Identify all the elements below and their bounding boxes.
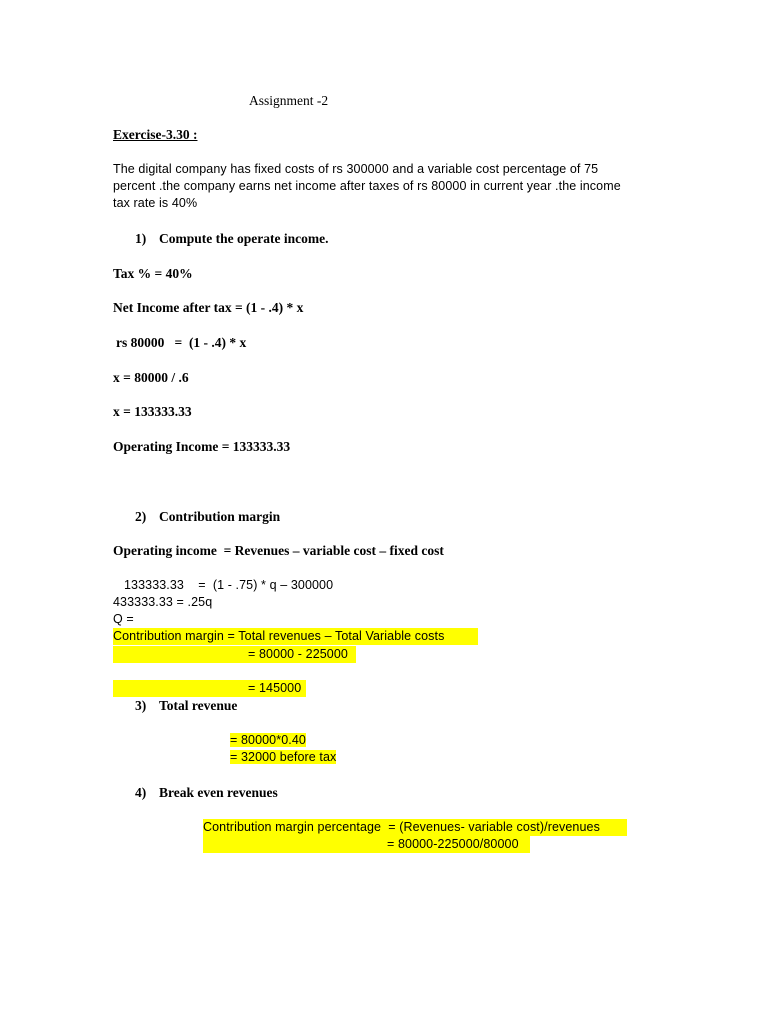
q1-operating-income: Operating Income = 133333.33	[113, 439, 291, 454]
exercise-heading: Exercise-3.30 :	[113, 127, 198, 142]
q3-heading	[135, 697, 237, 714]
q3-step-1	[230, 732, 306, 749]
q2-calc-1: 133333.33 = (1 - .75) * q – 300000	[124, 578, 334, 592]
problem-line-3: tax rate is 40%	[113, 196, 198, 210]
q3-step-2	[230, 749, 336, 766]
q2-cm-step: = 80000 - 225000	[248, 647, 348, 661]
q1-net-income-formula: Net Income after tax = (1 - .4) * x	[113, 300, 304, 315]
q4-heading-text: Break even revenues	[159, 785, 278, 800]
q1-substitution: rs 80000 = (1 - .4) * x	[116, 335, 247, 350]
q1-x-value: x = 133333.33	[113, 404, 192, 419]
q2-calc-3: Q =	[113, 612, 134, 626]
q1-heading	[135, 230, 328, 247]
q4-number: 4)	[135, 785, 147, 800]
q1-x-division: x = 80000 / .6	[113, 370, 189, 385]
q4-cmp-definition: Contribution margin percentage = (Revenues- variable cost)/revenues	[203, 820, 600, 834]
q2-heading	[135, 508, 280, 525]
q1-number: 1)	[135, 231, 147, 246]
q2-heading-text: Contribution margin	[159, 509, 281, 524]
q3-heading-text: Total revenue	[159, 698, 238, 713]
q4-heading	[135, 784, 278, 801]
q1-heading-text: Compute the operate income.	[159, 231, 329, 246]
q2-cm-result: = 145000	[248, 681, 302, 695]
problem-line-1: The digital company has fixed costs of rs 300000 and a variable cost percentage of 75	[113, 162, 599, 176]
q2-cm-definition: Contribution margin = Total revenues – Total Variable costs	[113, 629, 445, 643]
q3-step-2-text: = 32000 before tax	[230, 750, 337, 764]
problem-line-2: percent .the company earns net income after taxes of rs 80000 in current year .the income	[113, 179, 621, 193]
q2-calc-2: 433333.33 = .25q	[113, 595, 213, 609]
q4-cmp-step: = 80000-225000/80000	[387, 837, 519, 851]
q3-step-1-text: = 80000*0.40	[230, 733, 306, 747]
q3-number: 3)	[135, 698, 147, 713]
q2-formula: Operating income = Revenues – variable cost – fixed cost	[113, 543, 444, 558]
assignment-title: Assignment -2	[249, 93, 329, 108]
q1-tax: Tax % = 40%	[113, 266, 193, 281]
q2-number: 2)	[135, 509, 147, 524]
